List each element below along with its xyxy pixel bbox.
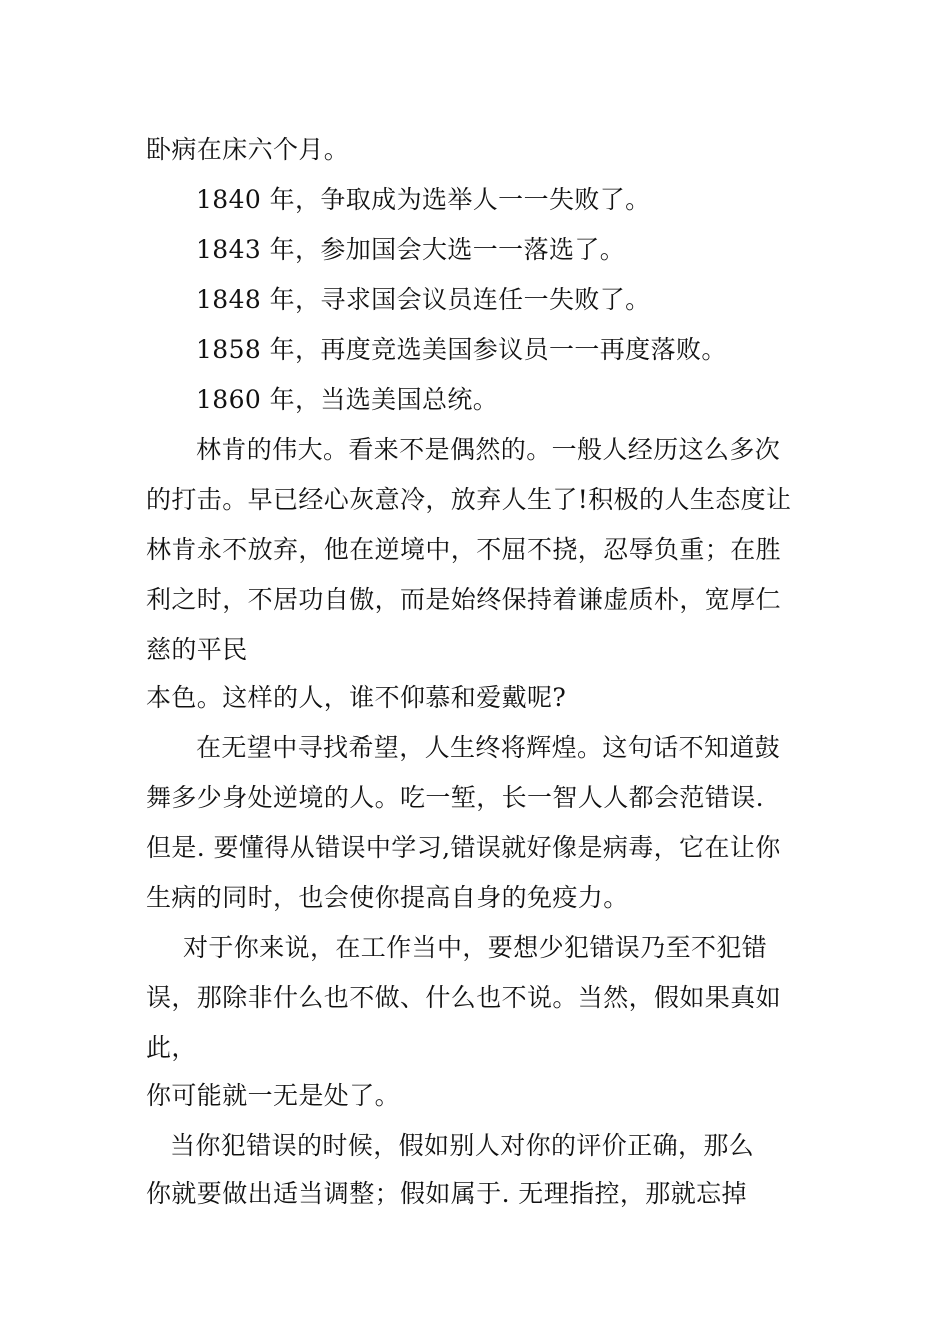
- text-line: 你可能就一无是处了。: [146, 1081, 401, 1110]
- text-line: 当你犯错误的时候，假如别人对你的评价正确，那么: [170, 1131, 755, 1160]
- text-line: 林肯的伟大。看来不是偶然的。一般人经历这么多次: [196, 435, 781, 464]
- text-line: 你就要做出适当调整；假如属于. 无理指控，那就忘掉: [146, 1179, 747, 1208]
- text-line: 误，那除非什么也不做、什么也不说。当然，假如果真如: [146, 983, 782, 1012]
- text-line: 1860 年，当选美国总统。: [196, 385, 499, 414]
- text-line: 本色。这样的人，谁不仰慕和爱戴呢?: [146, 683, 567, 712]
- text-line: 对于你来说，在工作当中，要想少犯错误乃至不犯错: [183, 933, 768, 962]
- text-line: 舞多少身处逆境的人。吃一堑，长一智人人都会范错误.: [146, 783, 764, 812]
- text-line: 利之时，不居功自傲，而是始终保持着谦虚质朴，宽厚仁: [146, 585, 782, 614]
- text-line: 在无望中寻找希望，人生终将辉煌。这句话不知道鼓: [196, 733, 781, 762]
- text-line: 生病的同时，也会使你提高自身的免疫力。: [146, 883, 629, 912]
- text-line: 卧病在床六个月。: [146, 135, 350, 164]
- text-line: 1858 年，再度竞选美国参议员一一再度落败。: [196, 335, 727, 364]
- text-line: 此，: [146, 1033, 197, 1062]
- text-line: 1843 年，参加国会大选一一落选了。: [196, 235, 626, 264]
- text-line: 慈的平民: [146, 635, 248, 664]
- text-line: 1840 年，争取成为选举人一一失败了。: [196, 185, 651, 214]
- text-line: 林肯永不放弃，他在逆境中，不屈不挠，忍辱负重；在胜: [146, 535, 782, 564]
- text-line: 的打击。早已经心灰意冷，放弃人生了!积极的人生态度让: [146, 485, 792, 514]
- text-line: 1848 年，寻求国会议员连任一失败了。: [196, 285, 651, 314]
- text-line: 但是. 要懂得从错误中学习,错误就好像是病毒，它在让你: [146, 833, 781, 862]
